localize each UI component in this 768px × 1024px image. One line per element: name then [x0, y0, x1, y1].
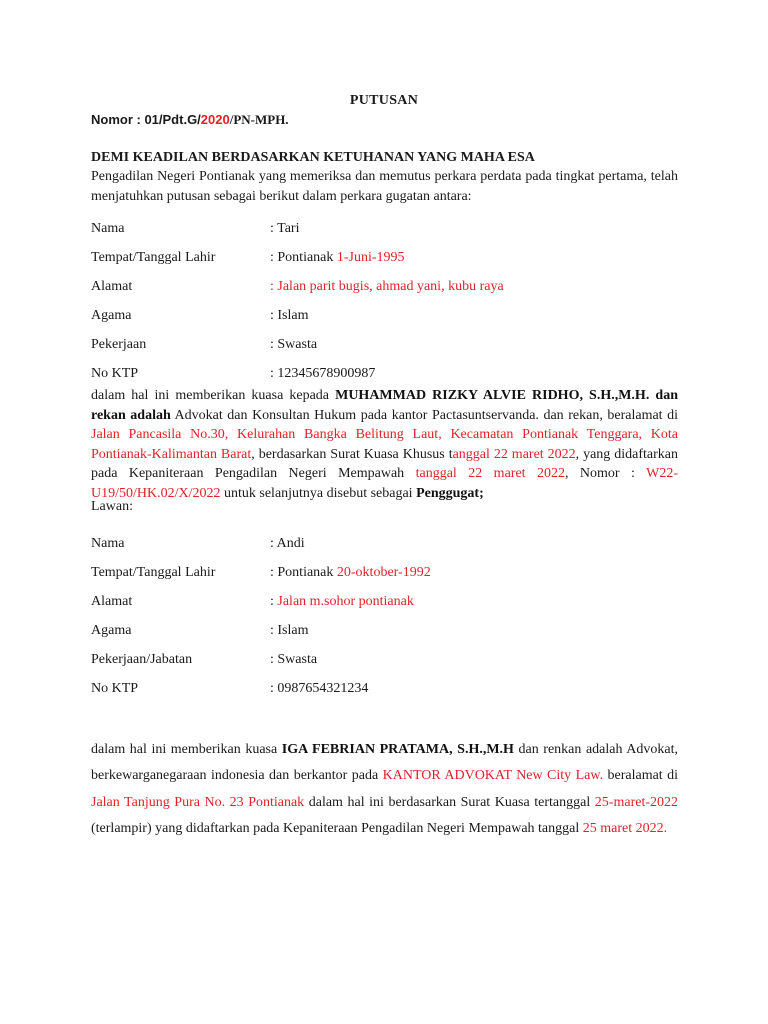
row-value: : Andi [270, 536, 305, 551]
row-label: Pekerjaan [91, 337, 147, 352]
tergugat-kuasa-paragraph: dalam hal ini memberikan kuasa IGA FEBRIAN PRATAMA, S.H.,M.H dan renkan adalah Advokat, berkewarganegaraan indonesia dan berkantor pada KANTOR ADVOKAT New City Law. beralamat di Jalan Tanjung Pura No. 23 Pontianak dalam hal ini berdasarkan Surat Kuasa tertanggal 25-maret-2022 (terlampir) yang didaftarkan pada Kepaniteraan Pengadilan Negeri Mempawah tanggal 25 maret 2022. [91, 742, 679, 837]
row-label: Agama [91, 308, 132, 323]
document-title: PUTUSAN [349, 93, 419, 108]
row-label: No KTP [91, 681, 139, 696]
row-label: Nama [91, 536, 125, 551]
document-heading: DEMI KEADILAN BERDASARKAN KETUHANAN YANG MAHA ESA [91, 150, 535, 165]
row-label: Pekerjaan/Jabatan [91, 652, 193, 667]
number-suffix: /PN-MPH. [229, 112, 289, 127]
penggugat-kuasa-paragraph: dalam hal ini memberikan kuasa kepada MUHAMMAD RIZKY ALVIE RIDHO, S.H.,M.H. dan rekan adalah Advokat dan Konsultan Hukum pada kantor Pactasuntservanda. dan rekan, beralamat di Jalan Pancasila No.30, Kelurahan Bangka Belitung Laut, Kecamatan Pontianak Tenggara, Kota Pontianak-Kalimantan Barat, berdasarkan Surat Kuasa Khusus tanggal 22 maret 2022, yang didaftarkan pada Kepaniteraan Pengadilan Negeri Mempawah tanggal 22 maret 2022, Nomor : W22-U19/50/HK.02/X/2022 untuk selanjutnya disebut sebagai Penggugat; [91, 388, 678, 501]
row-value: : 12345678900987 [270, 366, 376, 381]
row-value: : Jalan m.sohor pontianak [270, 594, 414, 609]
row-value: : Jalan parit bugis, ahmad yani, kubu raya [270, 279, 504, 294]
row-value: : Islam [270, 308, 309, 323]
row-value: : Pontianak 20-oktober-1992 [270, 565, 431, 580]
row-label: Alamat [91, 594, 133, 609]
number-year: 2020 [200, 112, 230, 127]
row-label: Alamat [91, 279, 133, 294]
row-value: : Swasta [270, 652, 318, 667]
lawan-label: Lawan: [91, 499, 133, 514]
row-label: Tempat/Tanggal Lahir [91, 250, 216, 265]
row-value: : Swasta [270, 337, 318, 352]
row-label: Nama [91, 221, 125, 236]
row-label: Agama [91, 623, 132, 638]
row-label: No KTP [91, 366, 139, 381]
intro-paragraph: Pengadilan Negeri Pontianak yang memeriksa dan memutus perkara perdata pada tingkat pertama, telah menjatuhkan putusan sebagai berikut dalam perkara gugatan antara: [91, 169, 678, 204]
row-value: : Pontianak 1-Juni-1995 [270, 250, 405, 265]
row-label: Tempat/Tanggal Lahir [91, 565, 216, 580]
row-value: : Tari [270, 221, 300, 236]
row-value: : Islam [270, 623, 309, 638]
row-value: : 0987654321234 [270, 681, 369, 696]
number-prefix: Nomor : 01/Pdt.G/ [91, 112, 201, 127]
document-number [91, 112, 289, 128]
